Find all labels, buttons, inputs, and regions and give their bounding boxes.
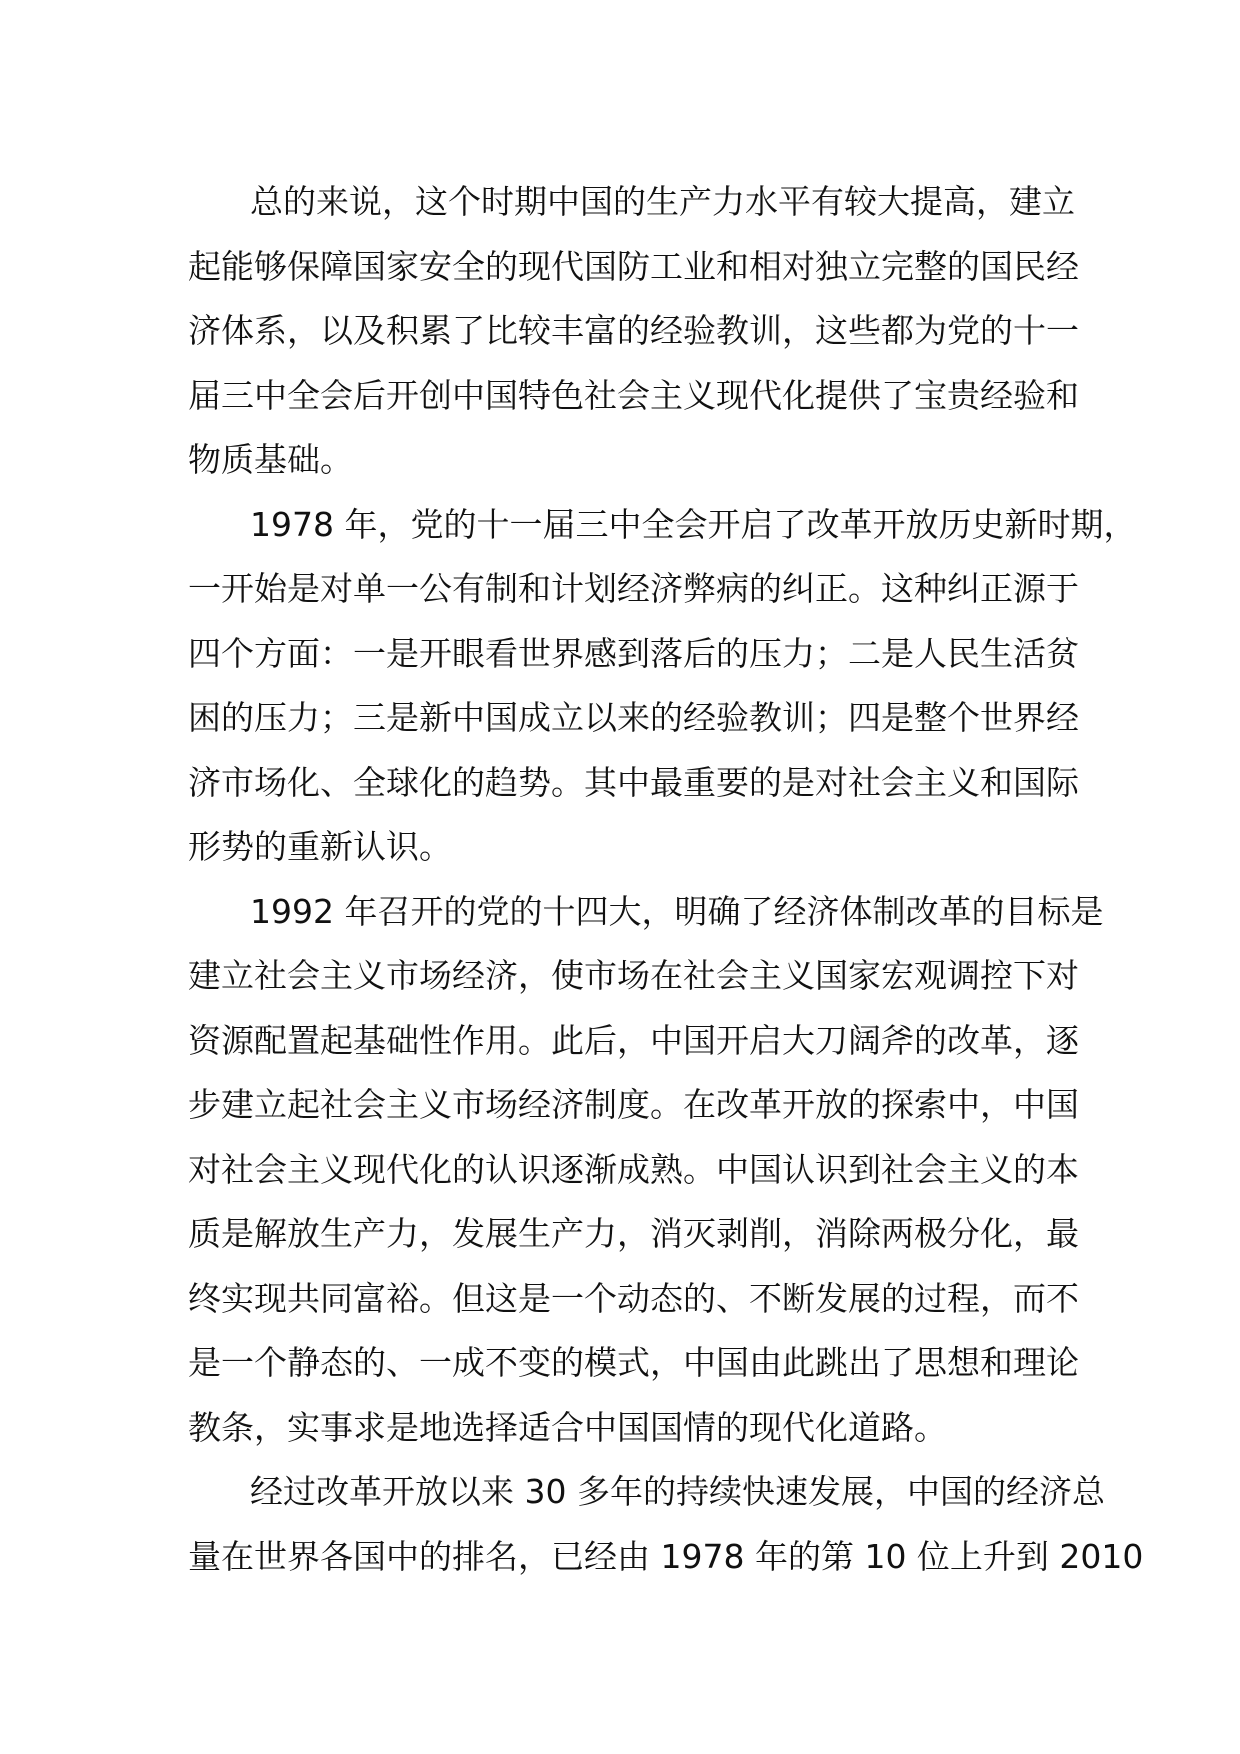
text-line: 质是解放生产力，发展生产力，消灭剥削，消除两极分化，最 [188, 1214, 1079, 1253]
text-line: 形势的重新认识。 [188, 827, 452, 866]
text-line: 物质基础。 [188, 440, 353, 479]
text-line: 四个方面：一是开眼看世界感到落后的压力；二是人民生活贫 [188, 633, 1079, 673]
text-line: 经过改革开放以来 30 多年的持续快速发展，中国的经济总 [250, 1472, 1105, 1511]
text-line: 是一个静态的、一成不变的模式，中国由此跳出了思想和理论 [188, 1343, 1079, 1382]
paragraph-1 [188, 170, 1079, 493]
text-line: 教条，实事求是地选择适合中国国情的现代化道路。 [188, 1407, 947, 1447]
text-line: 终实现共同富裕。但这是一个动态的、不断发展的过程，而不 [188, 1278, 1079, 1318]
text-line: 步建立起社会主义市场经济制度。在改革开放的探索中，中国 [188, 1085, 1079, 1124]
text-line: 对社会主义现代化的认识逐渐成熟。中国认识到社会主义的本 [188, 1149, 1079, 1189]
text-line: 济市场化、全球化的趋势。其中最重要的是对社会主义和国际 [188, 762, 1079, 802]
text-line: 资源配置起基础性作用。此后，中国开启大刀阔斧的改革，逐 [188, 1020, 1079, 1060]
paragraph-3 [188, 880, 1104, 1461]
paragraph-2 [188, 493, 1137, 880]
text-line: 总的来说，这个时期中国的生产力水平有较大提高，建立 [250, 182, 1075, 221]
text-line: 一开始是对单一公有制和计划经济弊病的纠正。这种纠正源于 [188, 569, 1079, 608]
text-line: 起能够保障国家安全的现代国防工业和相对独立完整的国民经 [188, 246, 1079, 286]
text-line: 济体系，以及积累了比较丰富的经验教训，这些都为党的十一 [188, 311, 1079, 350]
paragraph-4 [188, 1460, 1144, 1589]
text-line: 困的压力；三是新中国成立以来的经验教训；四是整个世界经 [188, 698, 1079, 737]
text-line: 届三中全会后开创中国特色社会主义现代化提供了宝贵经验和 [188, 375, 1079, 415]
text-line: 1992 年召开的党的十四大，明确了经济体制改革的目标是 [250, 891, 1104, 931]
text-line: 量在世界各国中的排名，已经由 1978 年的第 10 位上升到 2010 [188, 1536, 1144, 1576]
text-line: 1978 年，党的十一届三中全会开启了改革开放历史新时期， [250, 504, 1137, 544]
document-body [188, 170, 1144, 1589]
text-line: 建立社会主义市场经济，使市场在社会主义国家宏观调控下对 [188, 956, 1079, 995]
